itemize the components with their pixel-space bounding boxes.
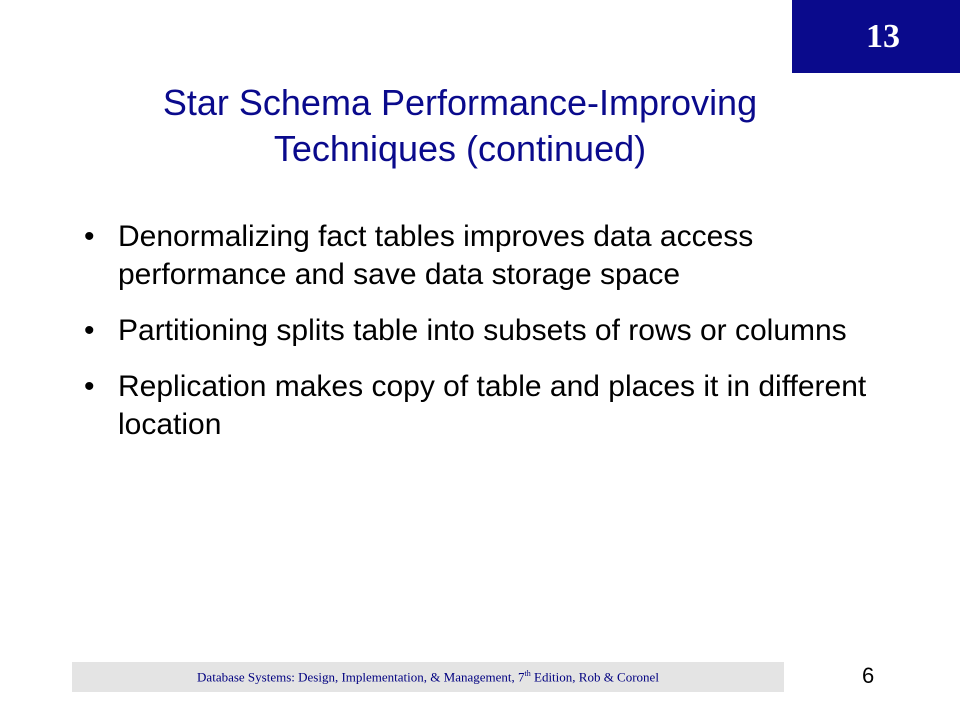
bullet-item <box>84 218 874 294</box>
bullet-text: Denormalizing fact tables improves data access performance and save data storage space <box>118 220 754 291</box>
footer-citation-main: Database Systems: Design, Implementation, & Management, 7 <box>197 669 525 685</box>
bullet-item <box>84 312 874 350</box>
slide-title <box>60 80 860 172</box>
slide-title-line-1: Star Schema Performance-Improving <box>162 82 758 123</box>
bullet-text: Partitioning splits table into subsets of rows or columns <box>118 314 847 347</box>
bullet-marker: • <box>84 314 95 347</box>
bullet-list <box>84 218 874 462</box>
footer-citation-superscript: th <box>524 668 531 678</box>
chapter-number: 13 <box>866 17 900 55</box>
footer-citation-end: Edition, Rob & Coronel <box>530 669 659 685</box>
slide-title-line-2: Techniques (continued) <box>273 128 647 169</box>
page-number: 6 <box>862 663 875 688</box>
bullet-marker: • <box>84 370 95 403</box>
bullet-text: Replication makes copy of table and places it in different location <box>118 370 867 441</box>
bullet-marker: • <box>84 220 95 253</box>
bullet-item <box>84 368 874 444</box>
chapter-badge <box>792 0 960 73</box>
footer-citation <box>197 669 659 685</box>
footer-bar <box>72 662 784 692</box>
